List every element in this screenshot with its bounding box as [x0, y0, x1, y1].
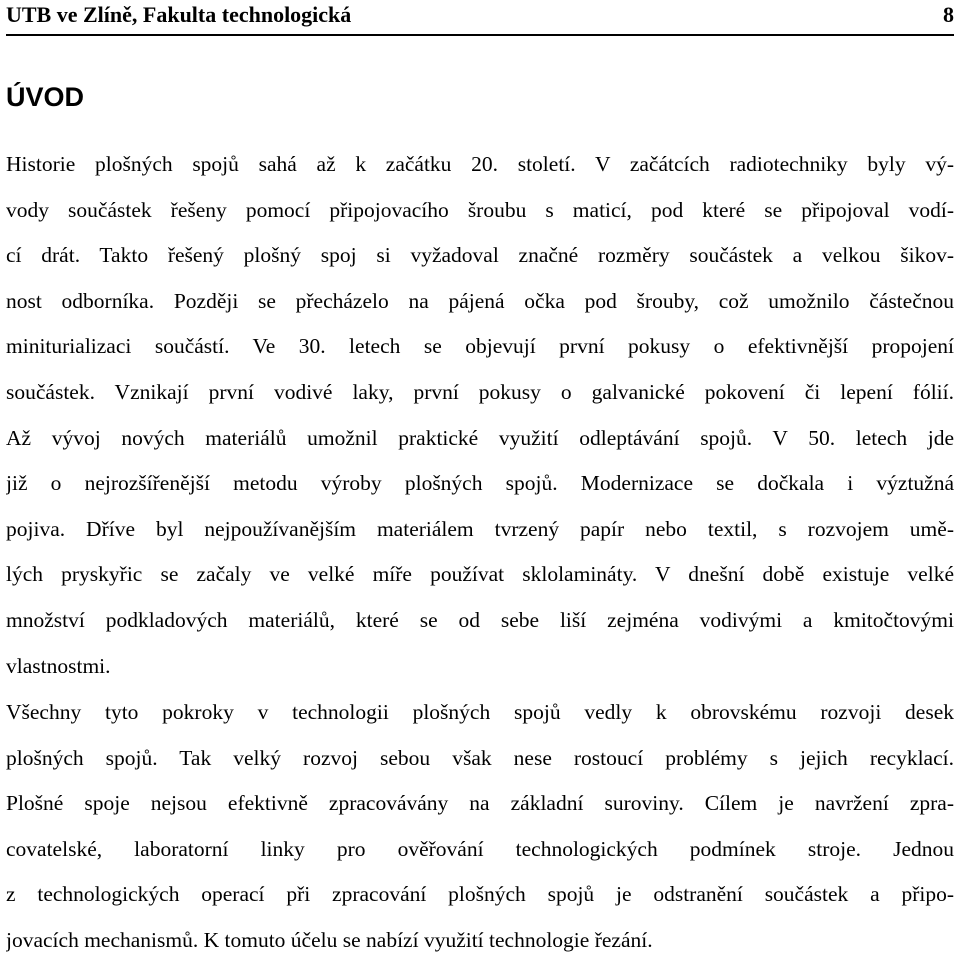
- text-line: Plošné spoje nejsou efektivně zpracovávány na základní suroviny. Cílem je navržení zpra-: [6, 791, 954, 816]
- text-line: nost odborníka. Později se přecházelo na pájená očka pod šrouby, což umožnilo částečnou: [6, 288, 954, 313]
- text-line: z technologických operací při zpracování plošných spojů je odstranění součástek a připo-: [6, 882, 954, 907]
- text-line: pojiva. Dříve byl nejpoužívanějším materiálem tvrzený papír nebo textil, s rozvojem umě-: [6, 516, 954, 541]
- text-line: plošných spojů. Tak velký rozvoj sebou však nese rostoucí problémy s jejich recyklací.: [6, 745, 954, 770]
- text-line: Historie plošných spojů sahá až k začátku 20. století. V začátcích radiotechniky byly vý-: [6, 152, 954, 176]
- text-line: lých pryskyřic se začaly ve velké míře používat sklolamináty. V dnešní době existuje velké: [6, 562, 954, 587]
- text-line: covatelské, laboratorní linky pro ověřování technologických podmínek stroje. Jednou: [6, 836, 954, 861]
- header-title: UTB ve Zlíně, Fakulta technologická: [6, 2, 352, 27]
- chapter-heading: ÚVOD: [6, 82, 85, 112]
- paragraph-history: [6, 142, 954, 689]
- text-line: jovacích mechanismů. K tomuto účelu se nabízí využití technologie řezání.: [6, 927, 653, 952]
- paragraph-aim: [6, 690, 954, 964]
- page-number: 8: [943, 2, 954, 27]
- text-line: Všechny tyto pokroky v technologii plošných spojů vedly k obrovskému rozvoji desek: [6, 700, 954, 724]
- text-line: vlastnostmi.: [6, 653, 111, 678]
- text-line: množství podkladových materiálů, které se od sebe liší zejména vodivými a kmitočtovými: [6, 607, 954, 632]
- text-line: miniturializaci součástí. Ve 30. letech se objevují první pokusy o efektivnější propojení: [6, 334, 954, 359]
- text-line: součástek. Vznikají první vodivé laky, první pokusy o galvanické pokovení či lepení fólií.: [6, 379, 954, 404]
- text-line: již o nejrozšířenější metodu výroby plošných spojů. Modernizace se dočkala i výztužná: [6, 471, 954, 496]
- running-header: [6, 0, 954, 36]
- text-line: Až vývoj nových materiálů umožnil praktické využití odleptávání spojů. V 50. letech jde: [6, 425, 954, 450]
- text-line: vody součástek řešeny pomocí připojovacího šroubu s maticí, pod které se připojoval vodí-: [6, 197, 954, 222]
- text-line: cí drát. Takto řešený plošný spoj si vyžadoval značné rozměry součástek a velkou šikov-: [6, 243, 954, 268]
